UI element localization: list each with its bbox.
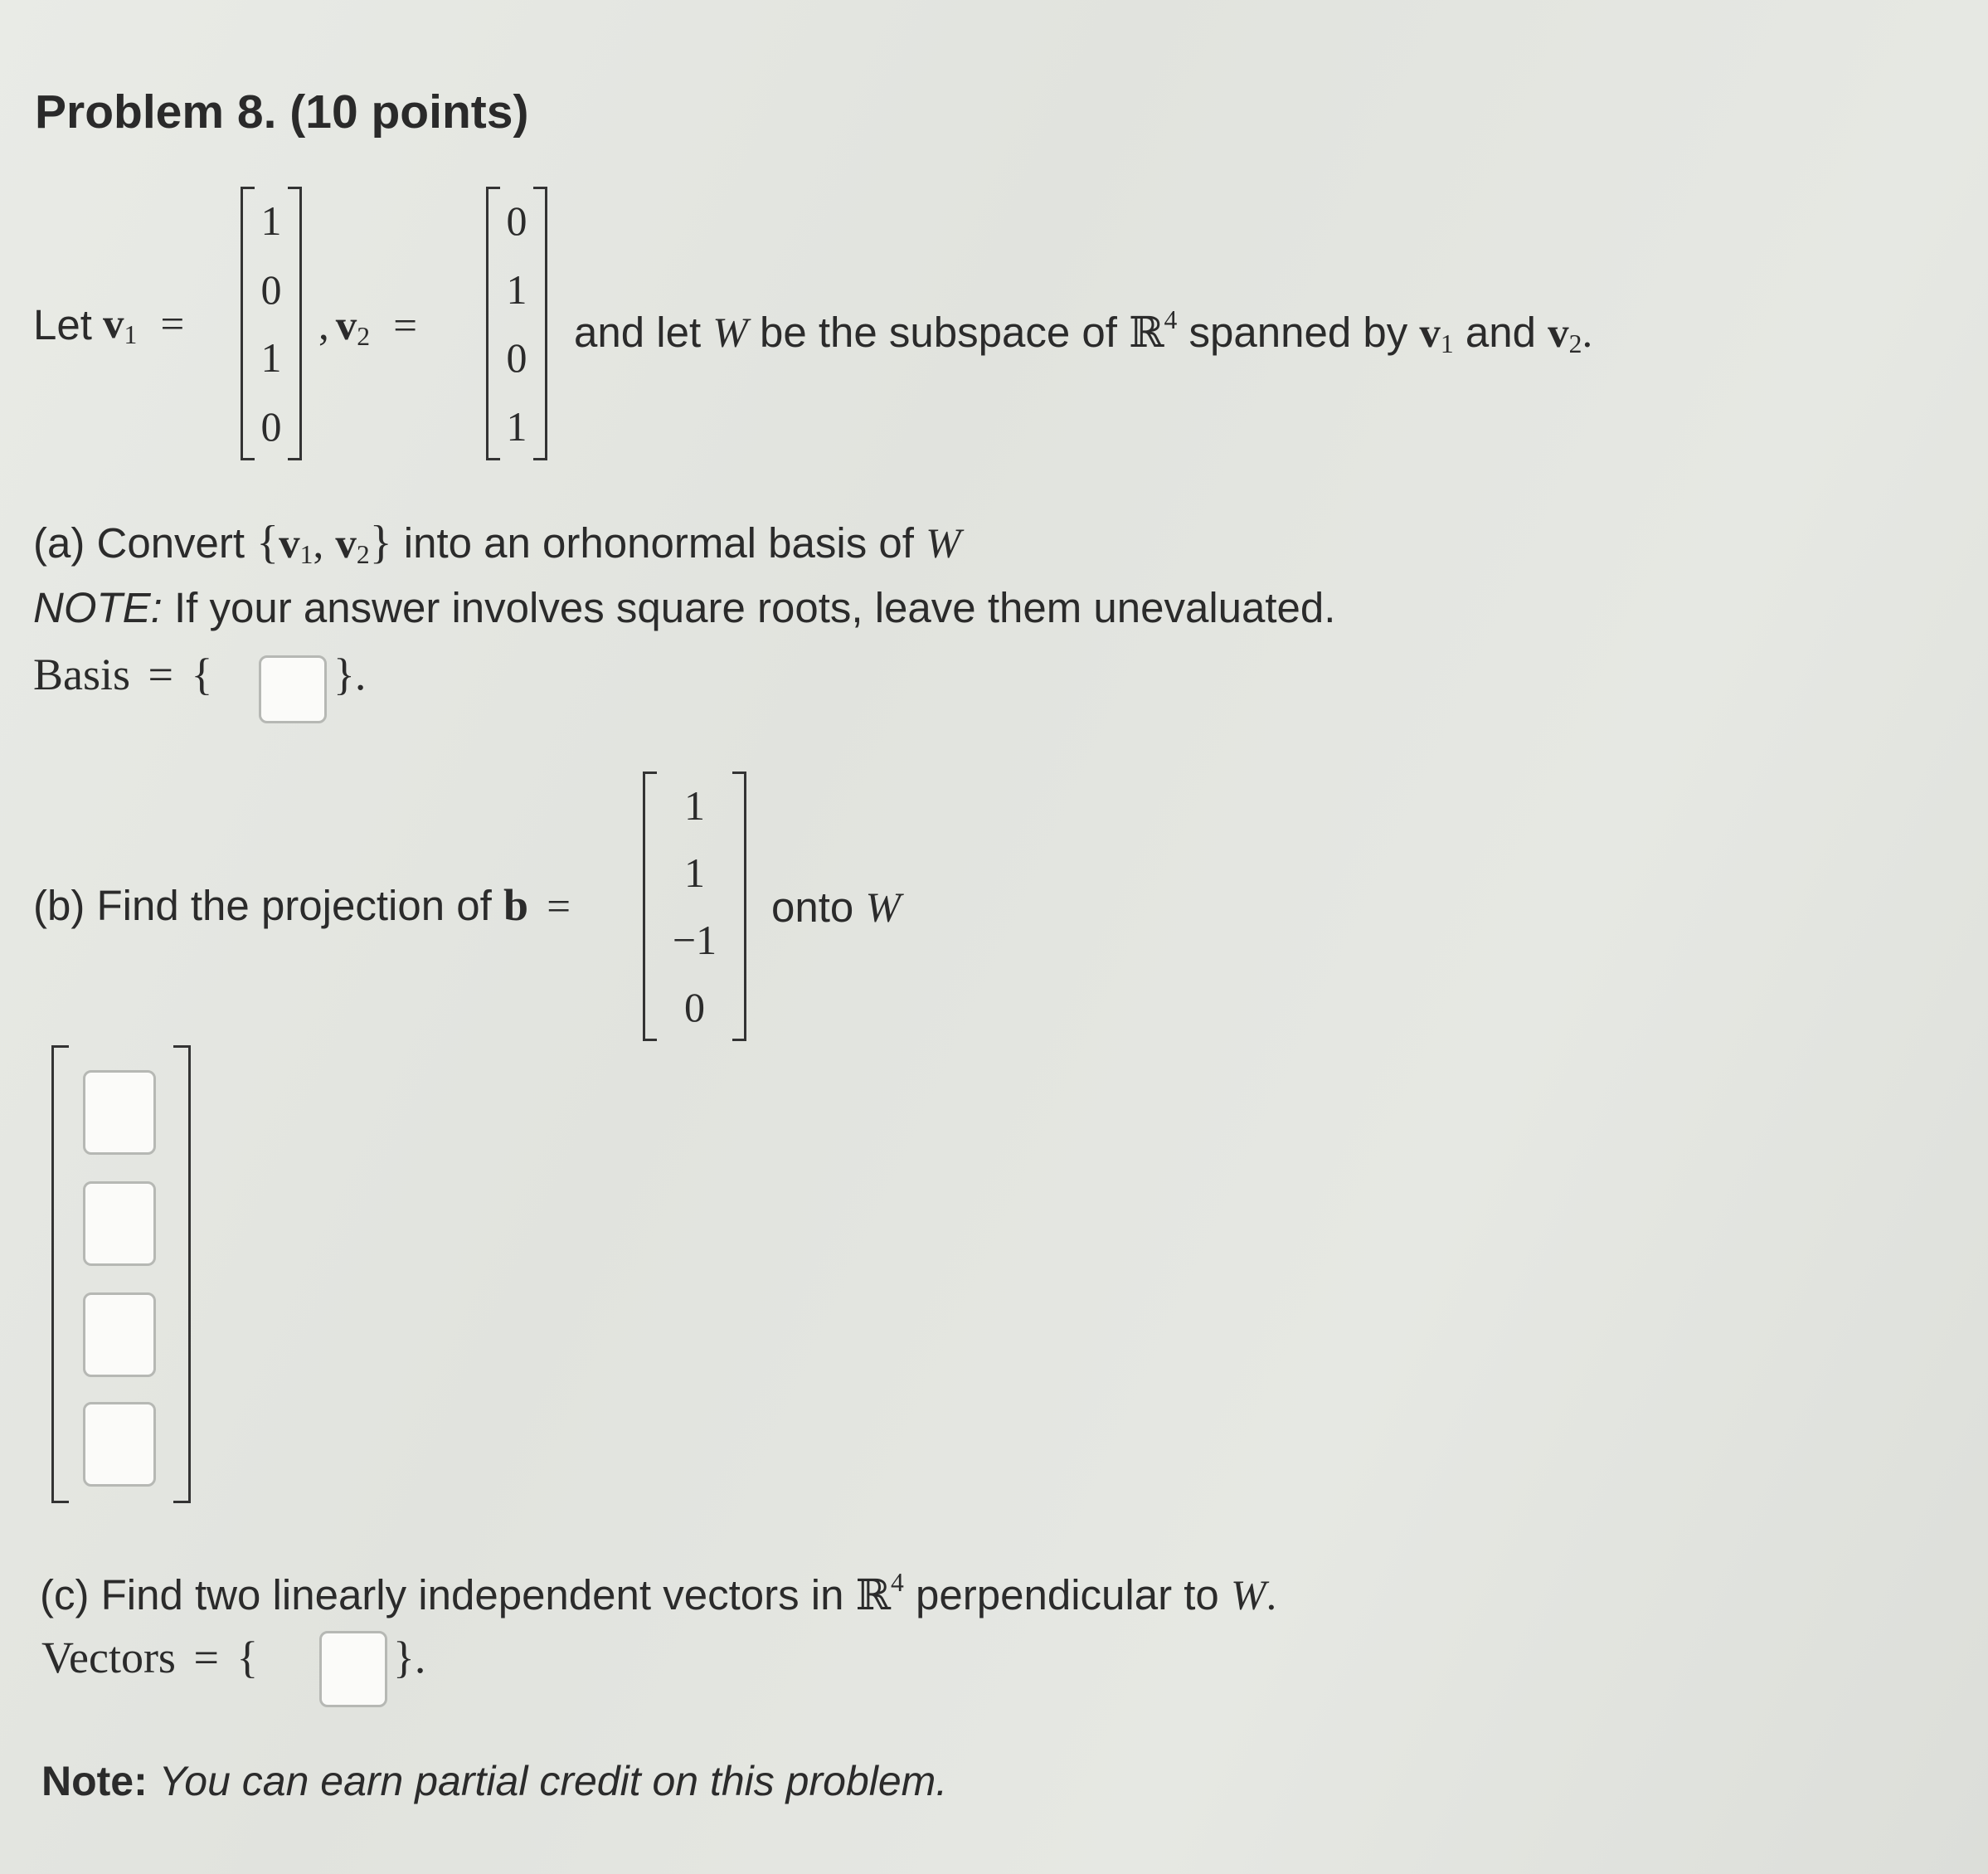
v1-entry: 0 (260, 402, 282, 450)
projection-entry-3-input[interactable] (83, 1292, 156, 1377)
problem-title: Problem 8. (10 points) (35, 85, 529, 139)
part-c-question: (c) Find two linearly independent vectors in ℝ$^4$ perpendicular to W. (40, 1568, 1277, 1621)
part-a-note: NOTE: If your answer involves square roots, leave them unevaluated. (33, 584, 1336, 631)
v2-label: , $v_2$ = (318, 303, 417, 351)
projection-entry-4-input[interactable] (83, 1402, 156, 1487)
projection-entry-2-input[interactable] (83, 1181, 156, 1266)
v2-entry: 1 (506, 265, 527, 313)
v2-matrix (486, 187, 547, 460)
vectors-answer-input[interactable] (319, 1631, 387, 1707)
basis-brace-close: }. (333, 650, 367, 699)
v1-entry: 0 (260, 265, 282, 313)
b-entry: 0 (684, 984, 705, 1031)
intro-statement: and let W be the subspace of ℝ$^4$ spanned by $v_1$ and $v_2$. (574, 305, 1593, 359)
basis-label: Basis = { (33, 650, 213, 699)
b-entry: 1 (684, 849, 705, 896)
v1-matrix (241, 187, 302, 460)
part-a-question: (a) Convert {$v_1$, $v_2$} into an orhonormal basis of W (33, 517, 961, 569)
v1-entry: 1 (260, 197, 282, 245)
left-bracket (51, 1045, 69, 1503)
projection-entry-1-input[interactable] (83, 1070, 156, 1155)
basis-answer-input[interactable] (259, 655, 327, 723)
v1-entry: 1 (260, 334, 282, 382)
v2-entry: 0 (506, 197, 527, 245)
vectors-brace-close: }. (393, 1633, 426, 1682)
partial-credit-note: Note: You can earn partial credit on this problem. (41, 1758, 948, 1804)
b-entry: 1 (684, 781, 705, 829)
b-entry: −1 (672, 917, 717, 964)
part-b-question: (b) Find the projection of b = (33, 880, 571, 930)
right-bracket (173, 1045, 191, 1503)
b-matrix (643, 772, 746, 1041)
part-b-onto: onto W (771, 883, 901, 932)
vectors-label: Vectors = { (41, 1633, 259, 1682)
v2-entry: 0 (506, 334, 527, 382)
v2-entry: 1 (506, 402, 527, 450)
intro-let: Let (33, 301, 92, 348)
v1-label: $v_1$ = (103, 301, 185, 349)
